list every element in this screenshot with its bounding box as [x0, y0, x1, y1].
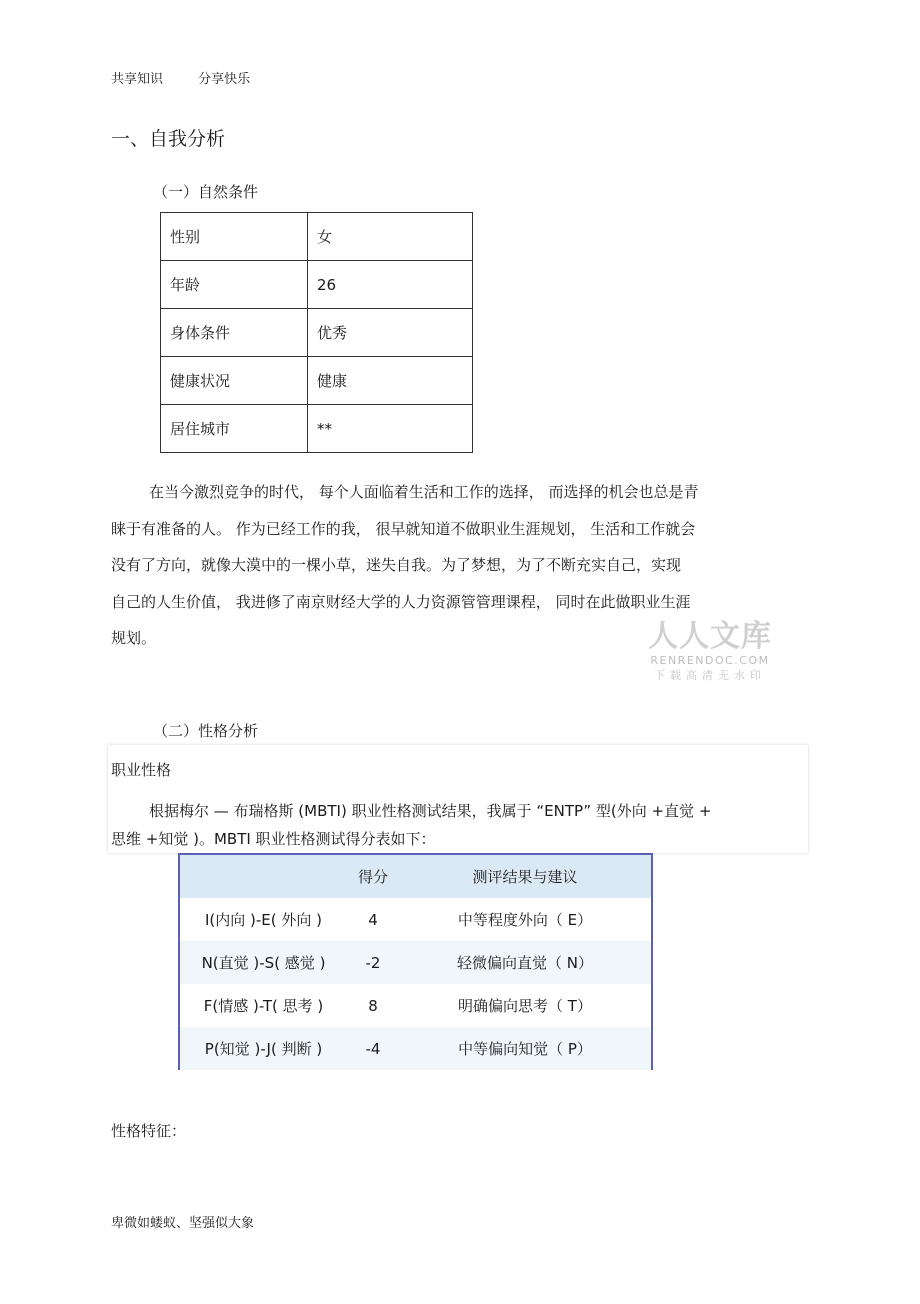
- result-cell: 明确偏向思考（ T）: [458, 997, 592, 1015]
- traits-title: 性格特征：: [111, 1122, 187, 1140]
- dimension-cell: P(知觉 )-J( 判断 ): [204, 1040, 323, 1058]
- row-key: 健康状况: [161, 357, 308, 405]
- score-cell: 8: [368, 996, 378, 1015]
- header-cell: 得分: [357, 868, 388, 886]
- mbti-description-line2: 思维 +知觉 )。MBTI 职业性格测试得分表如下：: [111, 830, 436, 848]
- row-value: 女: [308, 213, 473, 261]
- header-cell: 测评结果与建议: [472, 868, 578, 886]
- watermark-logo: [645, 620, 775, 684]
- row-key: 居住城市: [161, 405, 308, 453]
- row-key: 年龄: [161, 261, 308, 309]
- table-row: [161, 309, 473, 357]
- row-key: 性别: [161, 213, 308, 261]
- row-value: 优秀: [308, 309, 473, 357]
- row-key: 身体条件: [161, 309, 308, 357]
- header-right: 分享快乐: [198, 72, 251, 87]
- row-value: 26: [308, 261, 473, 309]
- result-cell: 中等偏向知觉（ P）: [458, 1040, 592, 1058]
- score-cell: -4: [365, 1039, 381, 1058]
- personality-box: [108, 745, 808, 853]
- dimension-cell: I(内向 )-E( 外向 ): [204, 911, 323, 929]
- watermark-main: 人人文库: [648, 619, 772, 654]
- table-row: [180, 898, 651, 941]
- watermark-url: RENRENDOC.COM: [650, 654, 770, 667]
- score-cell: -2: [365, 953, 381, 972]
- mbti-description-line1: 根据梅尔 — 布瑞格斯 (MBTI) 职业性格测试结果，我属于 “ENTP” 型(外向 +直觉 +: [149, 802, 712, 820]
- table-row: [180, 984, 651, 1027]
- table-row: [161, 405, 473, 453]
- row-value: 健康: [308, 357, 473, 405]
- header-left: 共享知识: [111, 72, 164, 87]
- table-header-row: [180, 855, 651, 898]
- row-value: **: [308, 405, 473, 453]
- page-header: [111, 68, 250, 87]
- paragraph-line: 没有了方向，就像大漠中的一棵小草，迷失自我。为了梦想，为了不断充实自己，实现: [111, 556, 682, 574]
- mbti-score-table: [178, 853, 653, 1070]
- paragraph-line: 自己的人生价值， 我进修了南京财经大学的人力资源管管理课程， 同时在此做职业生涯: [111, 592, 691, 611]
- paragraph-line: 在当今激烈竞争的时代， 每个人面临着生活和工作的选择， 而选择的机会也总是青: [149, 483, 699, 501]
- dimension-cell: F(情感 )-T( 思考 ): [203, 997, 324, 1015]
- box-title: 职业性格: [111, 761, 172, 779]
- table-row: [161, 261, 473, 309]
- watermark-sub: 下载高清无水印: [654, 669, 766, 682]
- result-cell: 轻微偏向直觉（ N）: [457, 954, 593, 972]
- natural-conditions-subtitle: （一）自然条件: [153, 183, 259, 201]
- result-cell: 中等程度外向（ E）: [457, 911, 593, 929]
- traits-line: 卑微如蝼蚁、坚强似大象: [111, 1216, 255, 1231]
- score-cell: 4: [368, 910, 378, 929]
- table-row: [161, 213, 473, 261]
- paragraph-line: 规划。: [111, 629, 157, 647]
- table-row: [161, 357, 473, 405]
- natural-conditions-table: [160, 212, 473, 453]
- section-title: 一、自我分析: [111, 128, 226, 150]
- table-row: [180, 1027, 651, 1070]
- personality-subtitle: （二）性格分析: [153, 722, 259, 740]
- paragraph-line: 睐于有准备的人。 作为已经工作的我， 很早就知道不做职业生涯规划， 生活和工作就会: [111, 519, 696, 538]
- dimension-cell: N(直觉 )-S( 感觉 ): [201, 954, 326, 972]
- table-row: [180, 941, 651, 984]
